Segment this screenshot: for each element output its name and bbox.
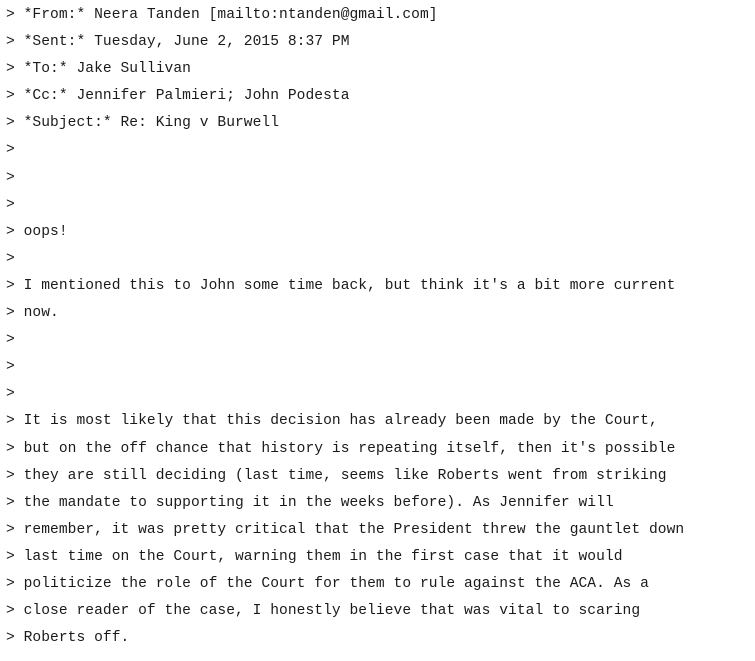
body-line: > they are still deciding (last time, seems like Roberts went from striking xyxy=(6,467,667,484)
body-line: > last time on the Court, warning them in the first case that it would xyxy=(6,548,623,565)
quoted-blank-line: > xyxy=(6,142,15,159)
header-subject-line: > *Subject:* Re: King v Burwell xyxy=(6,115,280,132)
quoted-blank-line: > xyxy=(6,359,15,376)
header-from-line: > *From:* Neera Tanden [mailto:ntanden@gmail.com] xyxy=(6,7,438,23)
body-line: > I mentioned this to John some time back, but think it's a bit more current xyxy=(6,277,676,294)
body-line: > close reader of the case, I honestly believe that was vital to scaring xyxy=(6,603,641,620)
quoted-blank-line: > xyxy=(6,250,15,267)
body-line: > It is most likely that this decision has already been made by the Court, xyxy=(6,413,658,430)
body-line: > Roberts off. xyxy=(6,630,130,647)
header-sent-line: > *Sent:* Tuesday, June 2, 2015 8:37 PM xyxy=(6,34,350,51)
email-body xyxy=(6,2,751,652)
body-line: > politicize the role of the Court for them to rule against the ACA. As a xyxy=(6,575,649,592)
quoted-blank-line: > xyxy=(6,332,15,349)
quoted-blank-line: > xyxy=(6,386,15,403)
body-line: > the mandate to supporting it in the weeks before). As Jennifer will xyxy=(6,494,614,511)
header-to-line: > *To:* Jake Sullivan xyxy=(6,61,191,78)
quoted-blank-line: > xyxy=(6,196,15,213)
body-line: > oops! xyxy=(6,223,68,240)
body-line: > now. xyxy=(6,305,59,322)
quoted-blank-line: > xyxy=(6,169,15,186)
header-cc-line: > *Cc:* Jennifer Palmieri; John Podesta xyxy=(6,88,350,105)
body-line: > but on the off chance that history is repeating itself, then it's possible xyxy=(6,440,676,457)
body-line: > remember, it was pretty critical that the President threw the gauntlet down xyxy=(6,521,685,538)
